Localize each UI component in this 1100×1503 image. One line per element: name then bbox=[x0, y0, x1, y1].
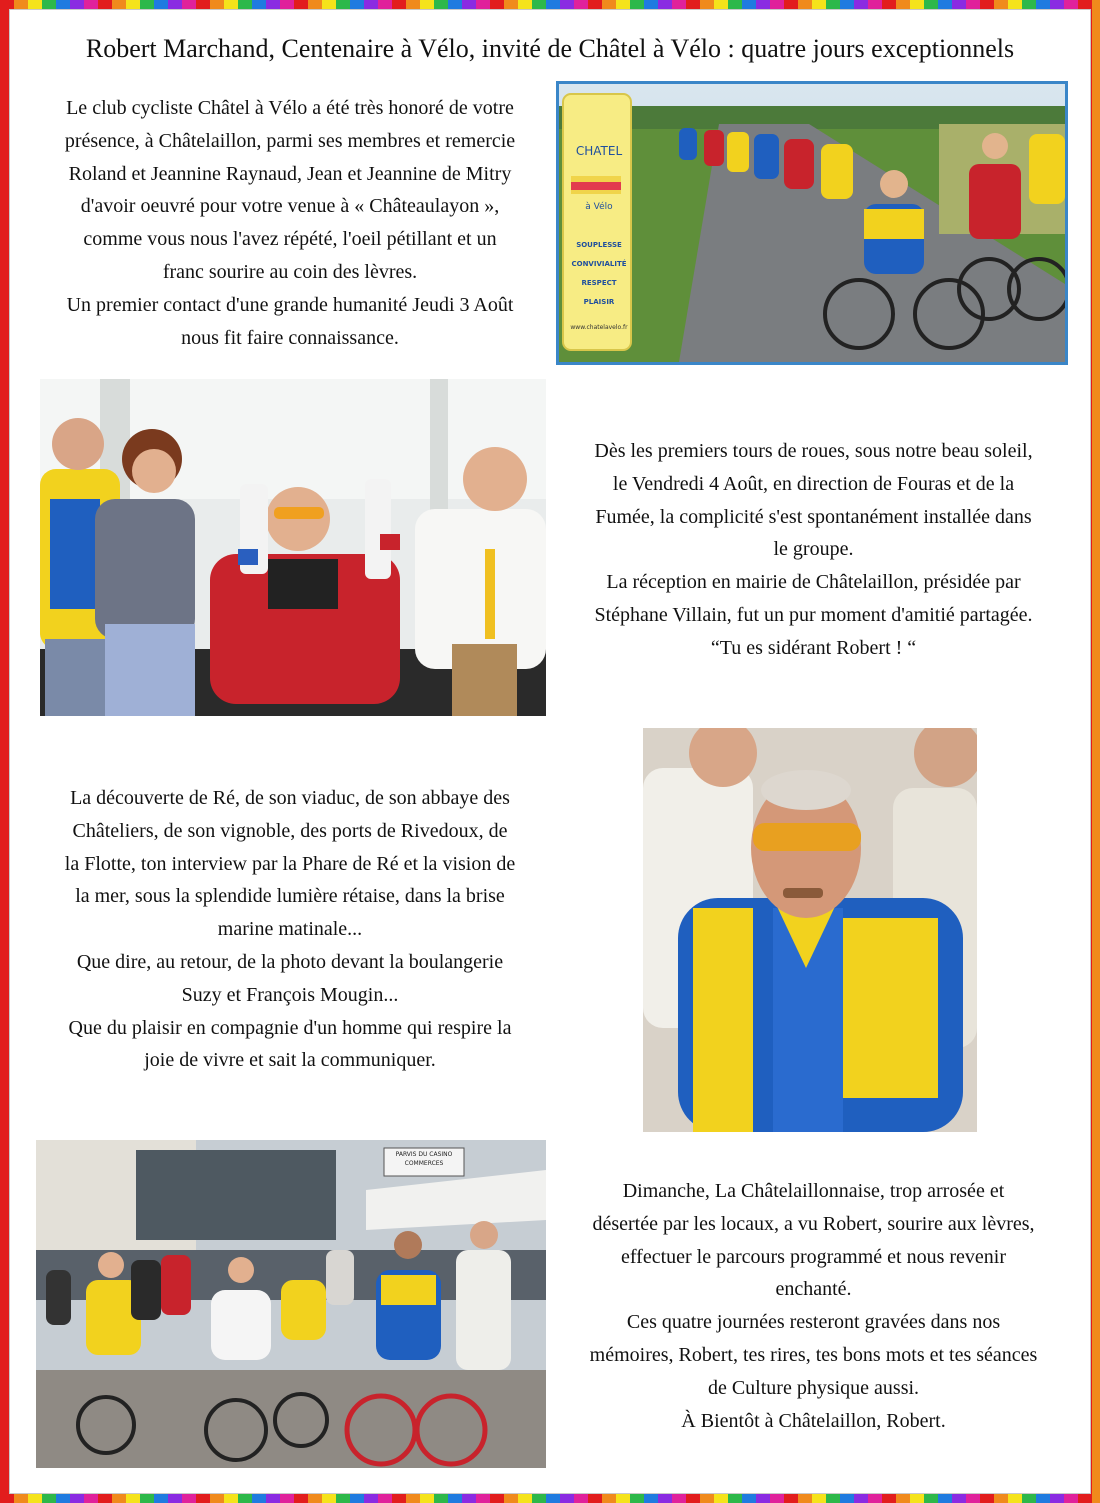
text-line: franc sourire au coin des lèvres. bbox=[162, 260, 418, 283]
text-line: Le club cycliste Châtel à Vélo a été très honoré de votre bbox=[66, 97, 514, 119]
text-line: marine matinale... bbox=[217, 918, 363, 941]
text-line: Stéphane Villain, fut un pur moment d'amitié partagée. bbox=[594, 603, 1033, 626]
text-line: la mer, sous la splendide lumière rétaise, dans la brise bbox=[75, 885, 505, 908]
text-line: la Flotte, ton interview par la Phare de Ré et la vision de bbox=[64, 852, 516, 875]
street-sign bbox=[384, 1150, 464, 1168]
text-line: présence, à Châtelaillon, parmi ses membres et remercie bbox=[64, 129, 516, 152]
banner-subtitle: à Vélo bbox=[585, 202, 613, 212]
page-title: Robert Marchand, Centenaire à Vélo, invité de Châtel à Vélo : quatre jours exceptionnels bbox=[85, 34, 1015, 63]
banner-value: RESPECT bbox=[581, 279, 617, 287]
text-line: nous fit faire connaissance. bbox=[181, 326, 399, 349]
text-line: Ces quatre journées resteront gravées dans nos bbox=[626, 1311, 1001, 1334]
text-line: le groupe. bbox=[773, 538, 854, 561]
text-line: d'avoir oeuvré pour votre venue à « Châteaulayon », bbox=[80, 195, 500, 218]
banner-name: CHATEL bbox=[575, 144, 623, 158]
text-line: enchanté. bbox=[775, 1278, 852, 1301]
banner-value: PLAISIR bbox=[583, 298, 615, 306]
banner-value: SOUPLESSE bbox=[576, 241, 622, 249]
text-line: Que du plaisir en compagnie d'un homme qui respire la bbox=[68, 1016, 512, 1039]
text-line: La découverte de Ré, de son viaduc, de son abbaye des bbox=[70, 787, 510, 809]
reception-photo bbox=[40, 379, 546, 716]
text-line: Que dire, au retour, de la photo devant la boulangerie bbox=[76, 950, 504, 973]
text-line: Dimanche, La Châtelaillonnaise, trop arrosée et bbox=[622, 1180, 1005, 1202]
text-line: Châteliers, de son vignoble, des ports de Rivedoux, de bbox=[72, 819, 508, 842]
text-line: Suzy et François Mougin... bbox=[181, 983, 399, 1006]
text-line: Dès les premiers tours de roues, sous notre beau soleil, bbox=[594, 440, 1033, 462]
rainy-ride-photo bbox=[36, 1140, 546, 1468]
friday-paragraph bbox=[556, 435, 1071, 665]
re-paragraph bbox=[25, 782, 555, 1077]
text-line: joie de vivre et sait la communiquer. bbox=[144, 1049, 436, 1072]
text-line: Fumée, la complicité s'est spontanément installée dans bbox=[595, 505, 1032, 528]
robert-portrait-photo bbox=[643, 728, 977, 1132]
text-line: Roland et Jeannine Raynaud, Jean et Jeannine de Mitry bbox=[68, 162, 512, 185]
intro-paragraph bbox=[25, 92, 555, 354]
banner-value: CONVIVIALITÉ bbox=[571, 260, 627, 268]
text-line: “Tu es sidérant Robert ! “ bbox=[710, 636, 917, 659]
street-sign-line: COMMERCES bbox=[404, 1160, 444, 1167]
sunday-paragraph bbox=[556, 1175, 1071, 1437]
text-line: mémoires, Robert, tes rires, tes bons mots et tes séances bbox=[589, 1343, 1038, 1366]
text-line: le Vendredi 4 Août, en direction de Fouras et de la bbox=[612, 472, 1015, 495]
text-line: À Bientôt à Châtelaillon, Robert. bbox=[681, 1409, 946, 1432]
street-sign-line: PARVIS DU CASINO bbox=[395, 1151, 453, 1158]
text-line: de Culture physique aussi. bbox=[707, 1376, 920, 1399]
text-line: La réception en mairie de Châtelaillon, présidée par bbox=[606, 571, 1021, 594]
group-ride-photo bbox=[556, 81, 1068, 365]
text-line: désertée par les locaux, a vu Robert, sourire aux lèvres, bbox=[592, 1212, 1035, 1235]
banner-values bbox=[563, 236, 635, 312]
text-line: comme vous nous l'avez répété, l'oeil pétillant et un bbox=[83, 228, 497, 251]
banner-url: www.chatelavelo.fr bbox=[570, 324, 628, 331]
text-line: Un premier contact d'une grande humanité Jeudi 3 Août bbox=[66, 293, 514, 316]
text-line: effectuer le parcours programmé et nous revenir bbox=[620, 1245, 1006, 1268]
